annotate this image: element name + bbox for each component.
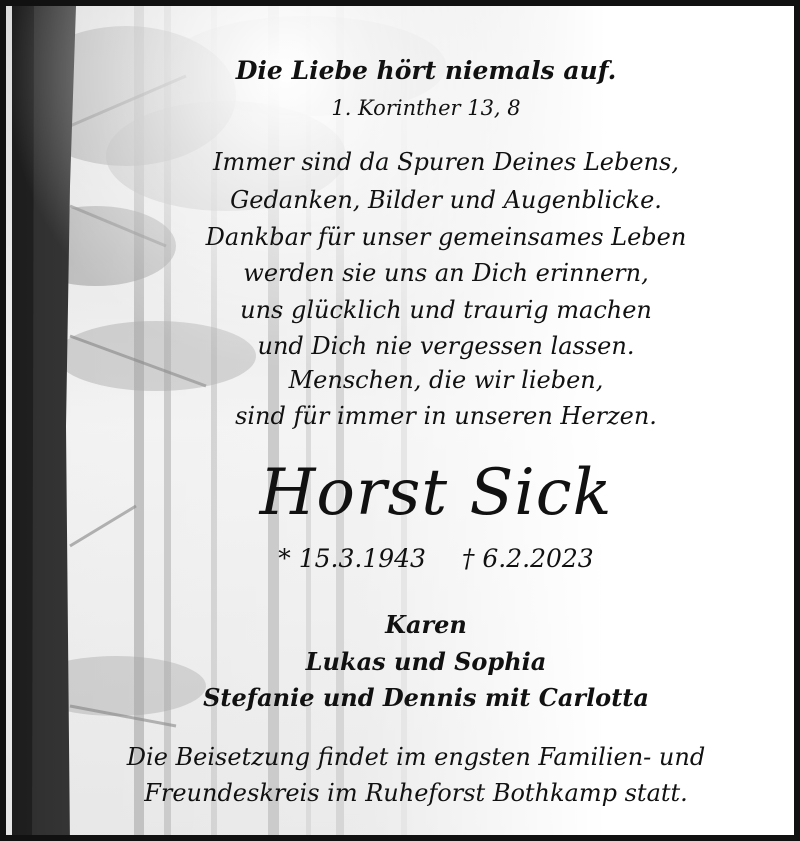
family-member-line: Karen (385, 610, 467, 639)
poem-line: und Dich nie vergessen lassen. (257, 332, 635, 360)
poem-line: uns glücklich und traurig machen (240, 296, 652, 324)
poem-line: Gedanken, Bilder und Augenblicke. (230, 186, 662, 214)
family-member-line: Lukas und Sophia (305, 647, 547, 676)
family-member-line: Stefanie und Dennis mit Carlotta (203, 683, 649, 712)
life-dates (86, 544, 786, 573)
poem-line: Dankbar für unser gemeinsames Leben (205, 223, 687, 251)
burial-note-line: Die Beisetzung findet im engsten Familien- und (126, 743, 706, 771)
poem-line: werden sie uns an Dich erinnern, (243, 259, 649, 287)
death-date: † 6.2.2023 (461, 544, 594, 573)
motto: Die Liebe hört niemals auf. (235, 56, 617, 85)
poem-line: sind für immer in unseren Herzen. (235, 402, 657, 430)
notice-text (6, 6, 800, 841)
deceased-name: Horst Sick (259, 456, 613, 530)
birth-date: * 15.3.1943 (278, 544, 426, 573)
poem-line: Immer sind da Spuren Deines Lebens, (213, 148, 679, 176)
burial-note-line: Freundeskreis im Ruheforst Bothkamp statt. (144, 779, 688, 807)
poem-line: Menschen, die wir lieben, (288, 366, 604, 394)
bible-verse-reference: 1. Korinther 13, 8 (331, 96, 521, 120)
